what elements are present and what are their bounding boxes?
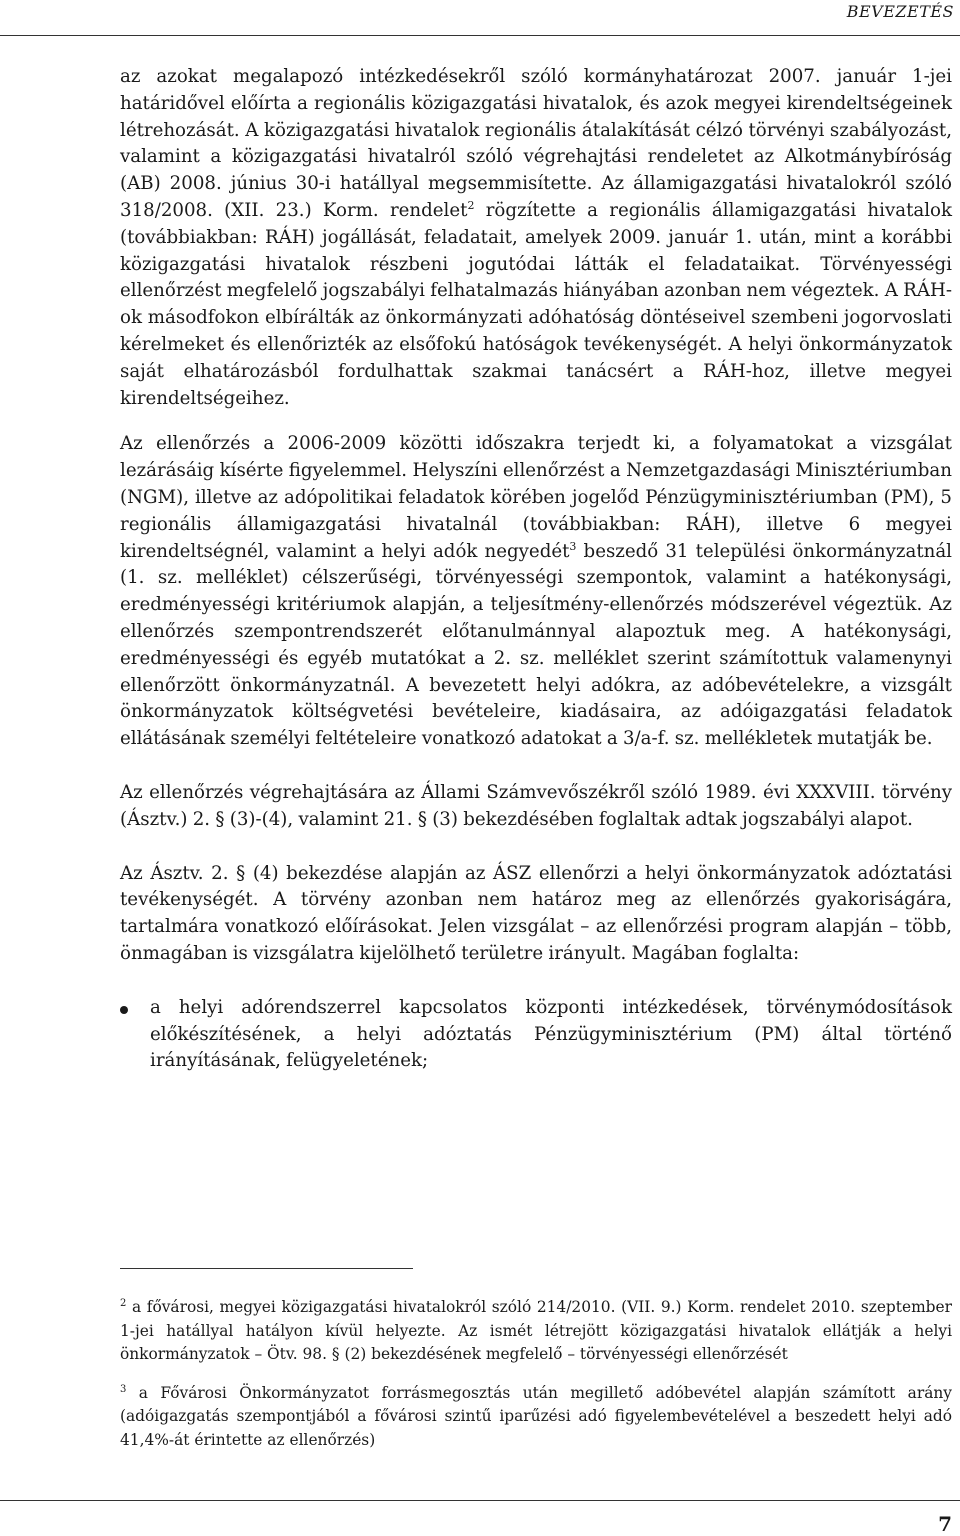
paragraph-1 bbox=[120, 64, 952, 412]
bullet-list bbox=[120, 995, 952, 1075]
footnote-text: a Fővárosi Önkormányzatot forrásmegosztás után megillető adóbevétel alapján számított arány (adóigazgatás szempontjából a fővárosi szintű iparűzési adó figyelembevételével a beszedett helyi adó 41,4%-át érintette az ellenőrzés) bbox=[120, 1383, 952, 1449]
paragraph-3: Az ellenőrzés végrehajtására az Állami Számvevőszékről szóló 1989. évi XXXVIII. törvény (Ásztv.) 2. § (3)-(4), valamint 21. § (3) bekezdésében foglaltak adtak jogszabályi alapot. bbox=[120, 781, 952, 830]
footnotes bbox=[120, 1296, 952, 1452]
paragraph-2-text-a: Az ellenőrzés a 2006-2009 közötti időszakra terjedt ki, a folyamatokat a vizsgálat lezárásáig kísérte figyelemmel. Helyszíni ellenőrzést a Nemzetgazdasági Minisztériumban (NGM), illetve az adópolitikai feladatok körében jogelőd Pénzügyminisztériumban (PM), 5 regionális államigazgatási hivatalnál (továbbiakban: RÁH), illetve 6 megyei kirendeltségnél, valamint a helyi adók negyedét bbox=[120, 433, 952, 562]
header-divider bbox=[0, 35, 960, 36]
paragraph-2-text-b: beszedő 31 települési önkormányzatnál (1. sz. melléklet) célszerűségi, törvényességi szempontok, valamint a hatékonysági, eredményességi kritériumok alapján, a teljesítmény-ellenőrzés módszerével végeztük. Az ellenőrzés szempontrendszerét előtanulmánnyal alapoztuk meg. A hatékonysági, eredményességi és egyéb mutatókat a 2. sz. melléklet szerint számítottuk valamenynyi ellenőrzött önkormányzatnál. A bevezetett helyi adókra, az adóbevételekre, a vizsgált önkormányzatok költségvetési bevételeire, kiadásaira, az adóigazgatási feladatok ellátásának személyi feltételeire vonatkozó adatokat a 3/a-f. sz. mellékletek mutatják be. bbox=[120, 540, 953, 750]
footnote-2 bbox=[120, 1296, 952, 1367]
footnote-number: 2 bbox=[120, 1297, 127, 1309]
paragraph-1-text-a: az azokat megalapozó intézkedésekről szóló kormányhatározat 2007. január 1-jei határidővel előírta a regionális közigazgatási hivatalok, és azok megyei kirendeltségeinek létrehozását. A közigazgatási hivatalok regionális átalakítását célzó törvényi szabályozást, valamint a közigazgatási hivatalról szóló végrehajtási rendeletet az Alkotmánybíróság (AB) 2008. június 30-i hatállyal megsemmisítette. Az államigazgatási hivatalokról szóló 318/2008. (XII. 23.) Korm. rendelet bbox=[120, 66, 952, 221]
list-item bbox=[120, 995, 952, 1075]
footnote-3 bbox=[120, 1382, 952, 1453]
list-item-text: a helyi adórendszerrel kapcsolatos központi intézkedések, törvénymódosítások előkészítésének, a helyi adóztatás Pénzügyminisztérium (PM) által történő irányításának, felügyeletének; bbox=[150, 996, 952, 1072]
footnote-separator bbox=[120, 1268, 413, 1269]
footnote-ref-3: 3 bbox=[569, 539, 577, 553]
running-header-section-title: BEVEZETÉS bbox=[846, 2, 954, 21]
paragraph-2 bbox=[120, 431, 952, 753]
paragraph-1-text-b: rögzítette a regionális államigazgatási hivatalok (továbbiakban: RÁH) jogállását, feladatait, amelyek 2009. január 1. után, mint a korábbi közigazgatási hivatalok részbeni jogutódai látták el feladataikat. Törvényességi ellenőrzést megfelelő jogszabályi felhatalmazás hiányában azonban nem végeztek. A RÁH-ok másodfokon elbírálták az önkormányzati adóhatóság döntéseivel szembeni jogorvoslati kérelmeket és ellenőrizték az elsőfokú hatóságok tevékenységét. A helyi önkormányzatok saját elhatározásból fordulhattak szakmai tanácsért a RÁH-hoz, illetve megyei kirendeltségeihez. bbox=[120, 199, 953, 409]
bullet-icon bbox=[120, 1006, 128, 1014]
page-number: 7 bbox=[938, 1512, 952, 1536]
body-text bbox=[120, 64, 952, 1075]
footnote-text: a fővárosi, megyei közigazgatási hivatalokról szóló 214/2010. (VII. 9.) Korm. rendelet 2010. szeptember 1-jei hatállyal hatályon kívül helyezte. Az ismét létrejött közigazgatási hivatalok ellátják a helyi önkormányzatok – Ötv. 98. § (2) bekezdésének megfelelő – törvényességi ellenőrzését bbox=[120, 1298, 952, 1363]
footnote-ref-2: 2 bbox=[467, 198, 475, 212]
footnote-number: 3 bbox=[120, 1383, 127, 1395]
paragraph-4: Az Ásztv. 2. § (4) bekezdése alapján az ÁSZ ellenőrzi a helyi önkormányzatok adóztatási tevékenységét. A törvény azonban nem határoz meg az ellenőrzés gyakoriságára, tartalmára vonatkozó előírásokat. Jelen vizsgálat – az ellenőrzési program alapján – több, önmagában is vizsgálatra kijelölhető területre irányult. Magában foglalta: bbox=[120, 862, 952, 964]
footer-divider bbox=[0, 1500, 960, 1501]
